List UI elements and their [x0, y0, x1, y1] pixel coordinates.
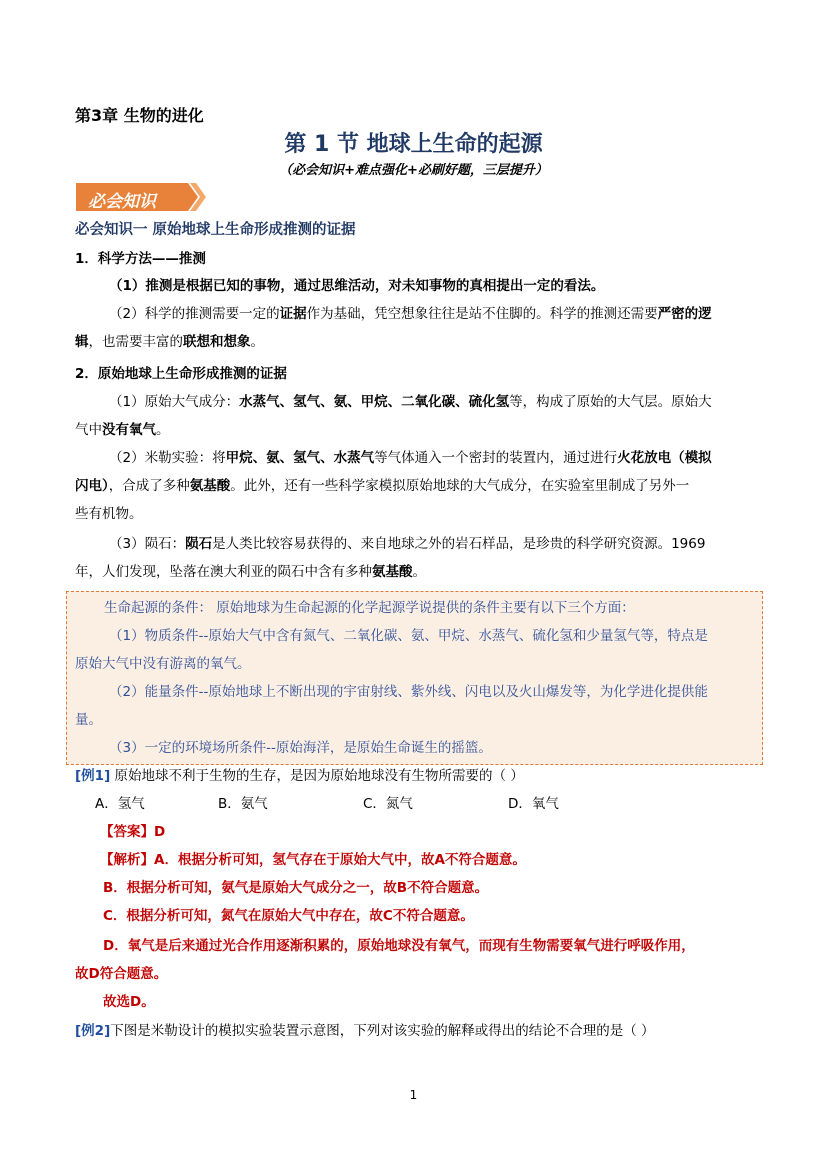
paragraph-5b [75, 558, 426, 586]
heading-1: 1．科学方法——推测 [75, 251, 206, 267]
text: D [154, 824, 166, 840]
paragraph-4c: 些有机物。 [75, 506, 143, 522]
text: 作为基础，凭空想象往往是站不住脚的。科学的推测还需要 [306, 306, 658, 322]
option-b: B．氨气 [218, 796, 268, 812]
text-bold: 火花放电（模拟 [617, 450, 712, 466]
text: （1）原始大气成分： [109, 394, 240, 410]
text: （3）陨石： [109, 536, 186, 552]
section-badge [76, 183, 208, 211]
paragraph-5a [109, 530, 705, 558]
text-bold: 水蒸气、氢气、氨、甲烷、二氧化碳、硫化氢 [239, 394, 510, 410]
text: 等气体通入一个密封的装置内，通过进行 [374, 450, 618, 466]
text-bold: 辑 [75, 334, 89, 350]
paragraph-4b [75, 472, 689, 500]
text-bold: 氨基酸 [372, 564, 413, 580]
final-answer: 故选D。 [103, 994, 155, 1010]
heading-2: 2．原始地球上生命形成推测的证据 [75, 366, 287, 382]
analysis-b: B．根据分析可知，氨气是原始大气成分之一，故B不符合题意。 [103, 880, 489, 896]
text: 气中 [75, 422, 102, 438]
text: 原始地球不利于生物的生存，是因为原始地球没有生物所需要的（ ） [110, 768, 524, 784]
page-subtitle: （必会知识+难点强化+必刷好题，三层提升） [279, 163, 548, 178]
text-bold: 陨石 [185, 536, 213, 552]
text: A．根据分析可知，氢气存在于原始大气中，故A不符合题意。 [154, 852, 526, 868]
option-d: D．氧气 [508, 796, 559, 812]
paragraph-4a [109, 444, 712, 472]
example-label: [例2] [75, 1023, 111, 1039]
text: 。此外，还有一些科学家模拟原始地球的大气成分，在实验室里制成了另外一 [230, 478, 690, 494]
text: 。 [250, 334, 264, 350]
example-label: [例1] [75, 768, 111, 784]
section-heading: 必会知识一 原始地球上生命形成推测的证据 [75, 222, 356, 238]
callout-line: 原始大气中没有游离的氧气。 [75, 656, 251, 672]
option-a: A．氢气 [95, 796, 145, 812]
analysis-c: C．根据分析可知，氮气在原始大气中存在，故C不符合题意。 [103, 908, 474, 924]
paragraph-3b [75, 416, 170, 444]
badge-label: 必会知识 [88, 192, 156, 212]
analysis-d: D．氧气是后来通过光合作用逐渐积累的，原始地球没有氧气，而现有生物需要氧气进行呼吸作用， [103, 938, 695, 954]
page-title: 第 1 节 地球上生命的起源 [284, 132, 543, 157]
text: （2）科学的推测需要一定的 [109, 306, 280, 322]
callout-line: （2）能量条件--原始地球上不断出现的宇宙射线、紫外线、闪电以及火山爆发等，为化学进化提供能 [109, 684, 708, 700]
analysis-d-cont: 故D符合题意。 [75, 966, 168, 982]
callout-line: 量。 [75, 712, 102, 728]
chapter-heading: 第3章 生物的进化 [75, 106, 204, 125]
knowledge-callout-box [66, 591, 763, 765]
text-bold: 甲烷、氨、氢气、水蒸气 [225, 450, 375, 466]
example-1-question [75, 762, 524, 790]
paragraph-2a [109, 300, 712, 328]
text: 。 [156, 422, 170, 438]
text: 年，人们发现，坠落在澳大利亚的陨石中含有多种 [75, 564, 372, 580]
text-bold: 没有氧气 [102, 422, 156, 438]
text: 【解析】 [100, 852, 154, 868]
text: ，合成了多种 [108, 478, 190, 494]
text-bold: 闪电） [75, 478, 109, 494]
text-bold: 严密的逻 [657, 306, 712, 322]
text: ，也需要丰富的 [88, 334, 183, 350]
text: 。 [412, 564, 426, 580]
text: （2）米勒实验：将 [109, 450, 226, 466]
paragraph-2b [75, 328, 264, 356]
text: 下图是米勒设计的模拟实验装置示意图，下列对该实验的解释或得出的结论不合理的是（ ） [110, 1023, 655, 1039]
text: 等，构成了原始的大气层。原始大 [509, 394, 712, 410]
text-bold: 氨基酸 [189, 478, 231, 494]
text: 【答案】 [100, 824, 154, 840]
callout-line: 生命起源的条件： 原始地球为生命起源的化学起源学说提供的条件主要有以下三个方面： [104, 600, 635, 616]
answer [100, 818, 165, 846]
paragraph-3a [109, 388, 712, 416]
example-2-question [75, 1017, 655, 1045]
analysis-a [100, 846, 526, 874]
page-number: 1 [409, 1088, 418, 1102]
paragraph-1: （1）推测是根据已知的事物，通过思维活动，对未知事物的真相提出一定的看法。 [109, 278, 605, 294]
callout-line: （1）物质条件--原始大气中含有氮气、二氧化碳、氨、甲烷、水蒸气、硫化氢和少量氢气等，特点是 [109, 628, 708, 644]
option-c: C．氮气 [363, 796, 413, 812]
text-bold: 联想和想象 [183, 334, 251, 350]
callout-line: （3）一定的环境场所条件--原始海洋，是原始生命诞生的摇篮。 [109, 740, 492, 756]
text-bold: 证据 [279, 306, 307, 322]
text: 是人类比较容易获得的、来自地球之外的岩石样品，是珍贵的科学研究资源。1969 [212, 536, 706, 552]
